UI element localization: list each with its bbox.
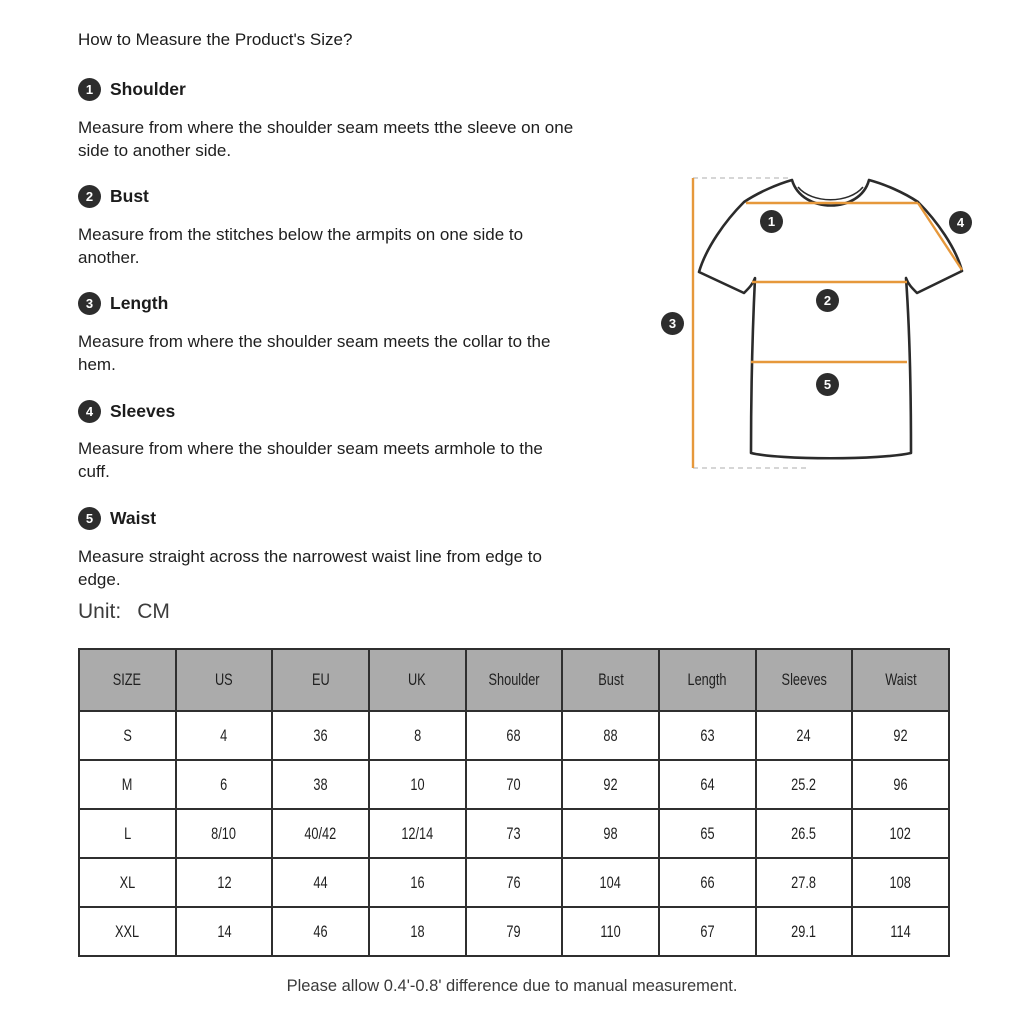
- table-cell: [176, 711, 273, 760]
- table-cell: [852, 760, 949, 809]
- table-cell-value: 114: [890, 921, 911, 941]
- table-cell: [466, 907, 563, 956]
- unit-line: [78, 600, 170, 624]
- table-cell: [562, 858, 659, 907]
- table-cell: [756, 858, 853, 907]
- table-row: [79, 809, 949, 858]
- column-header-label: Shoulder: [488, 670, 540, 689]
- section-heading-sleeves: [78, 400, 175, 423]
- table-cell-value: 27.8: [791, 872, 817, 892]
- table-cell: [369, 760, 466, 809]
- table-cell: [272, 907, 369, 956]
- unit-label: Unit:: [78, 600, 122, 623]
- diagram-marker-3-length: 3: [661, 312, 684, 335]
- table-cell: [369, 858, 466, 907]
- table-cell-value: 68: [506, 725, 522, 745]
- table-cell-value: 96: [893, 774, 908, 794]
- table-cell-value: 8/10: [211, 823, 237, 843]
- section-heading-waist: [78, 507, 156, 530]
- tshirt-measurement-diagram: [640, 160, 1000, 490]
- table-cell-value: 63: [700, 725, 715, 745]
- collar-inner-line: [798, 187, 863, 200]
- section-description-shoulder: Measure from where the shoulder seam meets tthe sleeve on one side to another side.: [78, 118, 574, 160]
- column-header-bust: [562, 649, 659, 711]
- table-cell: [756, 760, 853, 809]
- tshirt-diagram-svg: [640, 160, 1000, 490]
- table-cell-value: 102: [889, 823, 912, 843]
- table-cell: [79, 809, 176, 858]
- table-cell-value: 88: [603, 725, 618, 745]
- table-cell-value: 12/14: [401, 823, 434, 843]
- table-cell: [79, 858, 176, 907]
- diagram-marker-4-sleeves: 4: [949, 211, 972, 234]
- section-description-bust: Measure from the stitches below the armpits on one side to another.: [78, 225, 524, 267]
- table-cell: [176, 760, 273, 809]
- table-cell: [369, 711, 466, 760]
- header-row: [79, 649, 949, 711]
- column-header-uk: [369, 649, 466, 711]
- table-row: [79, 858, 949, 907]
- size-chart-table: [78, 648, 950, 957]
- table-cell: [79, 907, 176, 956]
- table-cell: [852, 711, 949, 760]
- column-header-shoulder: [466, 649, 563, 711]
- table-cell-value: 64: [700, 774, 715, 794]
- diagram-marker-1-shoulder: 1: [760, 210, 783, 233]
- table-cell-value: XXL: [115, 921, 140, 941]
- table-cell: [562, 760, 659, 809]
- table-cell-value: 26.5: [791, 823, 817, 843]
- table-cell-value: 12: [216, 872, 232, 892]
- table-cell: [79, 711, 176, 760]
- table-cell-value: M: [122, 774, 133, 794]
- table-cell-value: 40/42: [304, 823, 337, 843]
- table-cell-value: 36: [313, 725, 328, 745]
- column-header-size: [79, 649, 176, 711]
- table-cell: [176, 809, 273, 858]
- table-cell-value: 8: [413, 725, 421, 745]
- table-cell: [562, 907, 659, 956]
- table-cell-value: 18: [410, 921, 425, 941]
- table-cell-value: 66: [700, 872, 715, 892]
- table-cell-value: 10: [410, 774, 425, 794]
- table-cell-value: 108: [889, 872, 912, 892]
- table-cell: [659, 858, 756, 907]
- table-cell-value: L: [123, 823, 131, 843]
- table-cell-value: 104: [599, 872, 622, 892]
- table-cell: [756, 907, 853, 956]
- table-cell-value: 29.1: [791, 921, 817, 941]
- table-cell: [79, 760, 176, 809]
- table-cell-value: 92: [603, 774, 618, 794]
- table-cell-value: 70: [506, 774, 522, 794]
- table-cell: [852, 858, 949, 907]
- table-cell-value: 14: [216, 921, 232, 941]
- column-header-length: [659, 649, 756, 711]
- table-row: [79, 711, 949, 760]
- table-cell-value: 46: [313, 921, 328, 941]
- column-header-label: EU: [311, 670, 330, 689]
- table-cell-value: XL: [119, 872, 136, 892]
- table-cell-value: 92: [893, 725, 908, 745]
- table-cell-value: 24: [796, 725, 812, 745]
- section-label-waist: Waist: [110, 508, 157, 528]
- size-table-header: [79, 649, 949, 711]
- step-2-badge: 2: [78, 185, 101, 208]
- table-cell: [659, 760, 756, 809]
- section-heading-length: [78, 292, 168, 315]
- section-description-length: Measure from where the shoulder seam meets the collar to the hem.: [78, 332, 551, 374]
- table-cell: [756, 711, 853, 760]
- table-cell-value: 79: [506, 921, 522, 941]
- section-heading-bust: [78, 185, 149, 208]
- table-cell: [562, 711, 659, 760]
- column-header-waist: [852, 649, 949, 711]
- table-cell: [562, 809, 659, 858]
- section-label-shoulder: Shoulder: [110, 79, 186, 99]
- table-cell: [466, 760, 563, 809]
- tshirt-outline: [699, 180, 962, 458]
- table-cell: [852, 907, 949, 956]
- table-cell-value: 6: [220, 774, 228, 794]
- size-table-body: [79, 711, 949, 956]
- table-cell: [466, 711, 563, 760]
- table-cell: [369, 907, 466, 956]
- column-header-eu: [272, 649, 369, 711]
- table-cell: [272, 858, 369, 907]
- table-cell-value: 110: [600, 921, 621, 941]
- instructions-column: [78, 0, 626, 640]
- column-header-label: Bust: [597, 670, 624, 689]
- table-cell-value: 73: [506, 823, 522, 843]
- table-row: [79, 907, 949, 956]
- section-heading-shoulder: [78, 78, 186, 101]
- diagram-marker-2-bust: 2: [816, 289, 839, 312]
- table-cell: [659, 907, 756, 956]
- table-cell: [659, 809, 756, 858]
- table-cell-value: 4: [220, 725, 228, 745]
- table-cell-value: 76: [506, 872, 522, 892]
- table-cell: [272, 809, 369, 858]
- column-header-sleeves: [756, 649, 853, 711]
- step-3-badge: 3: [78, 292, 101, 315]
- step-4-badge: 4: [78, 400, 101, 423]
- section-description-waist: Measure straight across the narrowest waist line from edge to edge.: [78, 547, 542, 589]
- table-cell-value: 65: [700, 823, 715, 843]
- table-cell: [756, 809, 853, 858]
- table-cell: [369, 809, 466, 858]
- column-header-label: Sleeves: [781, 670, 827, 689]
- table-cell-value: 38: [313, 774, 328, 794]
- table-cell: [176, 858, 273, 907]
- column-header-label: US: [215, 670, 233, 689]
- section-label-bust: Bust: [110, 186, 149, 206]
- table-cell-value: 44: [313, 872, 328, 892]
- table-cell-value: 16: [410, 872, 425, 892]
- table-cell: [176, 907, 273, 956]
- column-header-label: Waist: [884, 670, 917, 689]
- table-cell-value: S: [123, 725, 132, 745]
- step-5-badge: 5: [78, 507, 101, 530]
- table-row: [79, 760, 949, 809]
- column-header-us: [176, 649, 273, 711]
- section-label-length: Length: [110, 293, 169, 313]
- table-cell-value: 25.2: [791, 774, 817, 794]
- column-header-label: SIZE: [113, 670, 142, 689]
- table-cell: [272, 760, 369, 809]
- table-cell: [852, 809, 949, 858]
- table-cell: [466, 858, 563, 907]
- column-header-label: UK: [408, 670, 427, 689]
- page-title: How to Measure the Product's Size?: [78, 30, 353, 49]
- section-label-sleeves: Sleeves: [110, 401, 176, 421]
- table-cell-value: 67: [700, 921, 715, 941]
- measurement-disclaimer: Please allow 0.4'-0.8' difference due to manual measurement.: [286, 977, 738, 995]
- diagram-marker-5-waist: 5: [816, 373, 839, 396]
- table-cell: [466, 809, 563, 858]
- unit-value: CM: [137, 600, 170, 623]
- section-description-sleeves: Measure from where the shoulder seam meets armhole to the cuff.: [78, 439, 543, 481]
- table-cell: [272, 711, 369, 760]
- table-cell: [659, 711, 756, 760]
- table-cell-value: 98: [603, 823, 618, 843]
- step-1-badge: 1: [78, 78, 101, 101]
- column-header-label: Length: [687, 670, 727, 689]
